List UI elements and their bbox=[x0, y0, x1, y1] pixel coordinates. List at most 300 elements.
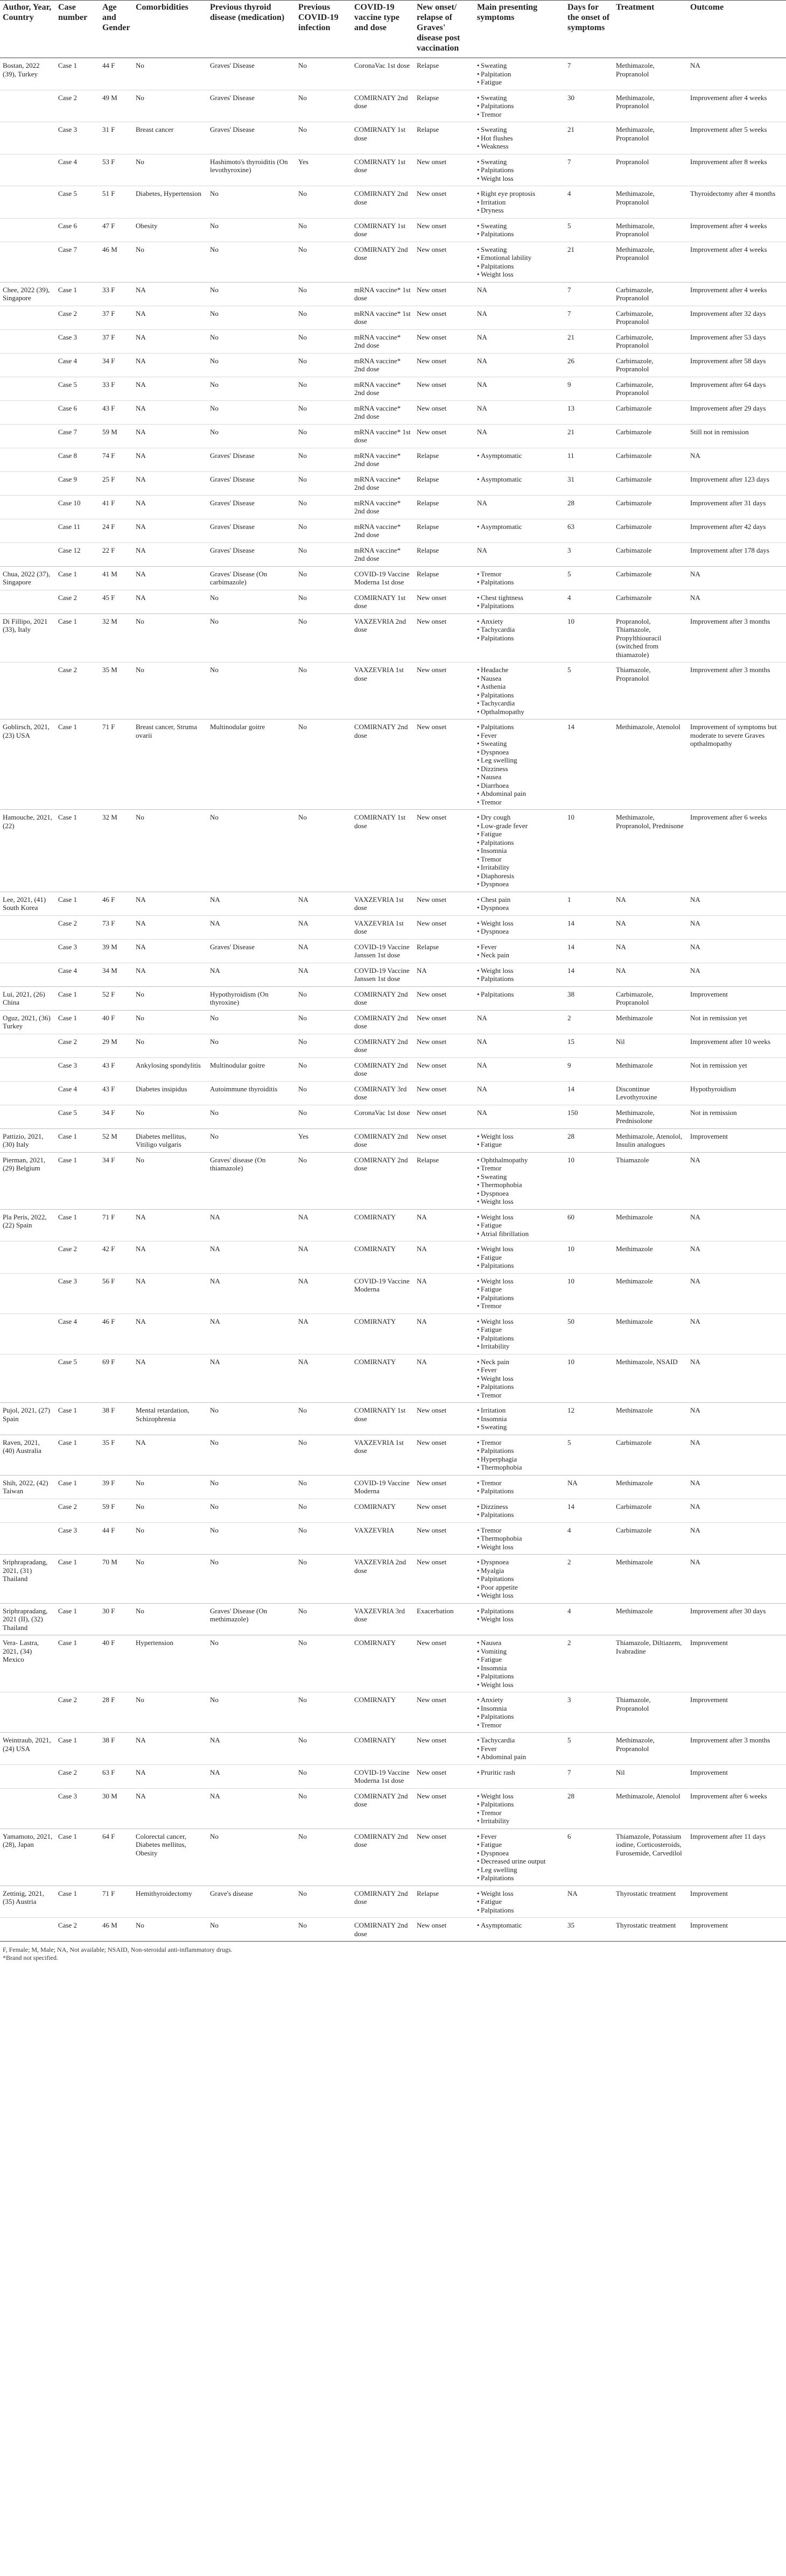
cell-previous-thyroid: No bbox=[207, 1635, 296, 1692]
cell-outcome: Improvement after 11 days bbox=[687, 1829, 786, 1886]
symptom-text: Neck pain bbox=[481, 1357, 510, 1366]
symptom-item bbox=[477, 1164, 562, 1173]
cell-symptoms bbox=[474, 1603, 565, 1635]
cell-days: 3 bbox=[565, 1692, 613, 1733]
cell-vaccine: COMIRNATY 2nd dose bbox=[352, 1152, 414, 1209]
cell-treatment: Methimazole, Propranolol bbox=[613, 58, 687, 90]
cell-age-gender: 33 F bbox=[100, 377, 133, 400]
table-row bbox=[0, 1765, 786, 1788]
cell-onset: New onset bbox=[414, 810, 474, 892]
symptom-text: Weight loss bbox=[481, 1197, 514, 1205]
bullet-icon: • bbox=[477, 578, 480, 586]
cell-vaccine: COMIRNATY bbox=[352, 1354, 414, 1403]
cell-previous-thyroid: No bbox=[207, 1034, 296, 1057]
cell-case-number: Case 4 bbox=[55, 1314, 100, 1354]
cell-outcome: Improvement after 6 weeks bbox=[687, 1788, 786, 1829]
symptom-text: Irritability bbox=[481, 1342, 510, 1350]
symptom-item bbox=[477, 1704, 562, 1713]
symptom-text: Palpitations bbox=[481, 1261, 514, 1269]
cell-comorbidities: NA bbox=[133, 963, 207, 986]
symptom-text: Tremor bbox=[481, 569, 502, 578]
cell-symptoms bbox=[474, 122, 565, 154]
symptom-item bbox=[477, 578, 562, 587]
cell-comorbidities: NA bbox=[133, 282, 207, 306]
bullet-icon: • bbox=[477, 1583, 480, 1591]
cell-vaccine: VAXZEVRIA 1st dose bbox=[352, 1435, 414, 1475]
cell-symptoms bbox=[474, 1403, 565, 1435]
symptom-text: Irritability bbox=[481, 863, 510, 871]
symptom-item bbox=[477, 951, 562, 959]
cell-case-number: Case 1 bbox=[55, 719, 100, 810]
bullet-icon: • bbox=[477, 1606, 480, 1615]
symptom-item bbox=[477, 1173, 562, 1181]
symptom-text: Palpitations bbox=[481, 1293, 514, 1302]
cell-symptoms bbox=[474, 915, 565, 939]
symptom-item bbox=[477, 1736, 562, 1745]
cell-onset: Relapse bbox=[414, 1152, 474, 1209]
cell-author: Weintraub, 2021, (24) USA bbox=[0, 1733, 55, 1765]
cell-symptoms bbox=[474, 1034, 565, 1057]
bullet-icon: • bbox=[477, 966, 480, 975]
cell-previous-covid: No bbox=[296, 1692, 352, 1733]
cell-outcome: Improvement after 31 days bbox=[687, 495, 786, 519]
symptom-item bbox=[477, 428, 562, 436]
cell-previous-thyroid: No bbox=[207, 1128, 296, 1152]
cell-outcome: NA bbox=[687, 566, 786, 590]
cell-comorbidities: No bbox=[133, 242, 207, 282]
bullet-icon: • bbox=[477, 262, 480, 270]
cell-previous-thyroid: Autoimmune thyroiditis bbox=[207, 1081, 296, 1105]
cell-treatment: Methimazole, Propranolol, Prednisone bbox=[613, 810, 687, 892]
cell-outcome: NA bbox=[687, 1522, 786, 1555]
symptom-item bbox=[477, 1672, 562, 1681]
symptom-text: Thermophobia bbox=[481, 1534, 522, 1542]
cell-days: 21 bbox=[565, 242, 613, 282]
cell-case-number: Case 12 bbox=[55, 542, 100, 566]
cell-symptoms bbox=[474, 1635, 565, 1692]
cell-previous-covid: No bbox=[296, 186, 352, 218]
bullet-icon: • bbox=[477, 863, 480, 871]
cell-onset: Relapse bbox=[414, 519, 474, 542]
symptom-item bbox=[477, 1857, 562, 1866]
cell-outcome: Improvement after 30 days bbox=[687, 1603, 786, 1635]
symptom-item bbox=[477, 125, 562, 134]
bullet-icon: • bbox=[477, 1181, 480, 1189]
cell-previous-covid: No bbox=[296, 810, 352, 892]
symptom-text: Dyspnoea bbox=[481, 880, 509, 888]
cell-previous-covid: No bbox=[296, 986, 352, 1010]
symptom-item bbox=[477, 674, 562, 683]
table-row bbox=[0, 1057, 786, 1081]
cell-outcome: Not in remission yet bbox=[687, 1057, 786, 1081]
symptom-item bbox=[477, 1061, 562, 1070]
bullet-icon: • bbox=[477, 1414, 480, 1423]
symptom-item bbox=[477, 222, 562, 230]
cell-case-number: Case 1 bbox=[55, 1733, 100, 1765]
cell-days: 11 bbox=[565, 448, 613, 471]
cell-symptoms bbox=[474, 662, 565, 719]
bullet-icon: • bbox=[477, 1591, 480, 1599]
symptom-text: Palpitations bbox=[481, 1606, 514, 1615]
cell-comorbidities: No bbox=[133, 1555, 207, 1604]
header-row bbox=[0, 1, 786, 58]
symptom-text: Weight loss bbox=[481, 1317, 514, 1325]
cell-treatment: Methimazole, Propranolol bbox=[613, 186, 687, 218]
symptom-text: Diaphoresis bbox=[481, 871, 515, 880]
cell-outcome: NA bbox=[687, 1499, 786, 1522]
cell-case-number: Case 1 bbox=[55, 1209, 100, 1241]
symptom-text: Weight loss bbox=[481, 1132, 514, 1140]
cell-previous-covid: No bbox=[296, 1499, 352, 1522]
cell-symptoms bbox=[474, 1765, 565, 1788]
cell-vaccine: VAXZEVRIA 1st dose bbox=[352, 915, 414, 939]
table-row bbox=[0, 58, 786, 90]
symptom-text: Tremor bbox=[481, 1164, 502, 1172]
cell-previous-thyroid: Graves' Disease bbox=[207, 58, 296, 90]
symptom-item bbox=[477, 708, 562, 716]
table-row bbox=[0, 963, 786, 986]
cell-outcome: Improvement after 8 weeks bbox=[687, 154, 786, 186]
symptom-item bbox=[477, 1647, 562, 1656]
cell-treatment: Carbimazole, Propranolol bbox=[613, 282, 687, 306]
cell-symptoms bbox=[474, 1918, 565, 1942]
cell-previous-covid: No bbox=[296, 1635, 352, 1692]
bullet-icon: • bbox=[477, 975, 480, 983]
cell-previous-thyroid: Graves' Disease (On methimazole) bbox=[207, 1603, 296, 1635]
symptom-text: Dyspnoea bbox=[481, 1848, 509, 1857]
symptom-item bbox=[477, 1591, 562, 1600]
cell-onset: Relapse bbox=[414, 122, 474, 154]
symptom-item bbox=[477, 682, 562, 691]
cell-outcome: Improvement after 4 weeks bbox=[687, 218, 786, 242]
symptom-text: Fever bbox=[481, 1744, 497, 1753]
symptom-item bbox=[477, 1221, 562, 1230]
cell-outcome: NA bbox=[687, 1241, 786, 1274]
cell-case-number: Case 1 bbox=[55, 1403, 100, 1435]
bullet-icon: • bbox=[477, 1261, 480, 1269]
symptom-item bbox=[477, 70, 562, 79]
table-row bbox=[0, 892, 786, 915]
cell-age-gender: 37 F bbox=[100, 306, 133, 329]
symptom-text: Sweating bbox=[481, 125, 507, 133]
cell-age-gender: 29 M bbox=[100, 1034, 133, 1057]
bullet-icon: • bbox=[477, 270, 480, 278]
cell-onset: New onset bbox=[414, 719, 474, 810]
cell-vaccine: COVID-19 Vaccine Moderna bbox=[352, 1475, 414, 1499]
cell-author bbox=[0, 1034, 55, 1057]
symptom-text: Fatigue bbox=[481, 1140, 502, 1148]
bullet-icon: • bbox=[477, 1791, 480, 1800]
cell-days: 14 bbox=[565, 915, 613, 939]
cell-days: 28 bbox=[565, 1788, 613, 1829]
symptom-text: Dyspnoea bbox=[481, 927, 509, 935]
cell-author bbox=[0, 1918, 55, 1942]
bullet-icon: • bbox=[477, 1865, 480, 1874]
symptom-text: Sweating bbox=[481, 245, 507, 253]
cell-previous-thyroid: Graves' Disease bbox=[207, 448, 296, 471]
cell-symptoms bbox=[474, 613, 565, 662]
cell-previous-covid: No bbox=[296, 1733, 352, 1765]
symptom-text: Vomiting bbox=[481, 1647, 507, 1655]
cell-outcome: Improvement after 64 days bbox=[687, 377, 786, 400]
symptom-item bbox=[477, 699, 562, 708]
cell-author bbox=[0, 424, 55, 448]
cell-symptoms bbox=[474, 1057, 565, 1081]
table-row bbox=[0, 566, 786, 590]
header-onset: New onset/ relapse of Graves' disease post vaccination bbox=[414, 1, 474, 58]
cell-case-number: Case 1 bbox=[55, 1435, 100, 1475]
cell-vaccine: COMIRNATY 1st dose bbox=[352, 218, 414, 242]
symptom-text: Weight loss bbox=[481, 1245, 514, 1253]
cell-age-gender: 70 M bbox=[100, 1555, 133, 1604]
cell-outcome: NA bbox=[687, 590, 786, 613]
cell-vaccine: COMIRNATY bbox=[352, 1635, 414, 1692]
cell-days: 21 bbox=[565, 424, 613, 448]
cell-outcome: Improvement after 4 weeks bbox=[687, 242, 786, 282]
symptom-item bbox=[477, 1526, 562, 1535]
symptom-item bbox=[477, 634, 562, 643]
symptom-item bbox=[477, 1696, 562, 1704]
cell-previous-covid: No bbox=[296, 1057, 352, 1081]
cell-treatment: Methimazole bbox=[613, 1273, 687, 1314]
symptom-text: Palpitations bbox=[481, 1672, 514, 1680]
cell-vaccine: CoronaVac 1st dose bbox=[352, 1105, 414, 1128]
cell-previous-thyroid: No bbox=[207, 353, 296, 377]
bullet-icon: • bbox=[477, 174, 480, 182]
symptom-text: NA bbox=[477, 427, 487, 436]
cell-case-number: Case 8 bbox=[55, 448, 100, 471]
cell-age-gender: 24 F bbox=[100, 519, 133, 542]
symptom-item bbox=[477, 1566, 562, 1575]
cell-author: Zettinig, 2021, (35) Austria bbox=[0, 1886, 55, 1918]
symptom-text: Diarrhoea bbox=[481, 781, 509, 789]
cell-previous-covid: No bbox=[296, 542, 352, 566]
symptom-text: Abdominal pain bbox=[481, 1753, 527, 1761]
cell-days: 4 bbox=[565, 1603, 613, 1635]
header-vaccine: COVID-19 vaccine type and dose bbox=[352, 1, 414, 58]
cell-symptoms bbox=[474, 282, 565, 306]
cell-outcome: NA bbox=[687, 1403, 786, 1435]
cell-previous-thyroid: Graves' disease (On thiamazole) bbox=[207, 1152, 296, 1209]
cell-vaccine: COMIRNATY 1st dose bbox=[352, 122, 414, 154]
symptom-text: Weight loss bbox=[481, 966, 514, 975]
symptom-item bbox=[477, 1487, 562, 1495]
symptom-text: Hyperphagia bbox=[481, 1455, 517, 1463]
cell-age-gender: 41 F bbox=[100, 495, 133, 519]
cell-case-number: Case 11 bbox=[55, 519, 100, 542]
table-row bbox=[0, 122, 786, 154]
cell-vaccine: mRNA vaccine* 1st dose bbox=[352, 282, 414, 306]
cell-previous-thyroid: Graves' Disease bbox=[207, 519, 296, 542]
symptom-item bbox=[477, 142, 562, 151]
symptom-item bbox=[477, 739, 562, 748]
table-footnotes bbox=[0, 1941, 786, 1962]
symptom-item bbox=[477, 1664, 562, 1672]
cell-previous-thyroid: NA bbox=[207, 1273, 296, 1314]
cell-days: 3 bbox=[565, 542, 613, 566]
bullet-icon: • bbox=[477, 475, 480, 483]
cell-onset: New onset bbox=[414, 613, 474, 662]
cell-comorbidities: No bbox=[133, 58, 207, 90]
symptom-text: Palpitations bbox=[481, 1446, 514, 1455]
bullet-icon: • bbox=[477, 821, 480, 830]
cell-outcome: NA bbox=[687, 448, 786, 471]
cell-treatment: Propranolol bbox=[613, 154, 687, 186]
cell-onset: New onset bbox=[414, 915, 474, 939]
cell-comorbidities: NA bbox=[133, 1765, 207, 1788]
cell-comorbidities: Breast cancer bbox=[133, 122, 207, 154]
cell-previous-covid: No bbox=[296, 90, 352, 122]
cell-age-gender: 53 F bbox=[100, 154, 133, 186]
cell-previous-thyroid: No bbox=[207, 1555, 296, 1604]
symptom-text: NA bbox=[477, 285, 487, 294]
symptom-item bbox=[477, 357, 562, 365]
cell-previous-thyroid: No bbox=[207, 1499, 296, 1522]
cell-previous-covid: No bbox=[296, 218, 352, 242]
bullet-icon: • bbox=[477, 1189, 480, 1197]
symptom-item bbox=[477, 286, 562, 294]
cell-days: 13 bbox=[565, 400, 613, 424]
bullet-icon: • bbox=[477, 880, 480, 888]
symptom-item bbox=[477, 1423, 562, 1431]
cell-treatment: Methimazole bbox=[613, 1403, 687, 1435]
cell-age-gender: 46 F bbox=[100, 1314, 133, 1354]
cell-comorbidities: Obesity bbox=[133, 218, 207, 242]
bullet-icon: • bbox=[477, 846, 480, 855]
cell-outcome: Improvement after 178 days bbox=[687, 542, 786, 566]
cell-symptoms bbox=[474, 963, 565, 986]
cell-age-gender: 33 F bbox=[100, 282, 133, 306]
cell-outcome: Thyroidectomy after 4 months bbox=[687, 186, 786, 218]
cell-age-gender: 47 F bbox=[100, 218, 133, 242]
symptom-item bbox=[477, 617, 562, 626]
bullet-icon: • bbox=[477, 593, 480, 602]
table-row bbox=[0, 1010, 786, 1034]
cell-author bbox=[0, 1765, 55, 1788]
cell-case-number: Case 7 bbox=[55, 242, 100, 282]
table-row bbox=[0, 1241, 786, 1274]
cell-vaccine: COMIRNATY 2nd dose bbox=[352, 1034, 414, 1057]
bullet-icon: • bbox=[477, 1768, 480, 1776]
cell-symptoms bbox=[474, 1241, 565, 1274]
symptom-text: Dizziness bbox=[481, 1502, 508, 1511]
cell-days: 2 bbox=[565, 1010, 613, 1034]
bullet-icon: • bbox=[477, 1534, 480, 1542]
table-row bbox=[0, 1403, 786, 1435]
symptom-item bbox=[477, 895, 562, 904]
cell-comorbidities: NA bbox=[133, 1435, 207, 1475]
symptom-text: Fever bbox=[481, 731, 497, 739]
symptom-text: Myalgia bbox=[481, 1566, 504, 1575]
bullet-icon: • bbox=[477, 93, 480, 102]
cell-previous-thyroid: NA bbox=[207, 963, 296, 986]
cell-previous-thyroid: NA bbox=[207, 1788, 296, 1829]
cell-age-gender: 30 M bbox=[100, 1788, 133, 1829]
table-row bbox=[0, 306, 786, 329]
symptom-text: Tremor bbox=[481, 1391, 502, 1399]
cell-case-number: Case 9 bbox=[55, 471, 100, 495]
cell-vaccine: VAXZEVRIA 1st dose bbox=[352, 662, 414, 719]
cell-comorbidities: Colorectal cancer, Diabetes mellitus, Obesity bbox=[133, 1829, 207, 1886]
symptom-item bbox=[477, 1181, 562, 1189]
cell-case-number: Case 1 bbox=[55, 566, 100, 590]
cell-vaccine: COVID-19 Vaccine Moderna 1st dose bbox=[352, 1765, 414, 1788]
bullet-icon: • bbox=[477, 1840, 480, 1848]
bullet-icon: • bbox=[477, 142, 480, 150]
cell-age-gender: 43 F bbox=[100, 400, 133, 424]
cell-previous-thyroid: No bbox=[207, 810, 296, 892]
symptom-text: Palpitations bbox=[481, 602, 514, 610]
cell-author: Yamamoto, 2021, (28), Japan bbox=[0, 1829, 55, 1886]
cell-days: 10 bbox=[565, 1273, 613, 1314]
cell-onset: New onset bbox=[414, 662, 474, 719]
symptom-text: Tachycardia bbox=[481, 625, 515, 633]
bullet-icon: • bbox=[477, 1736, 480, 1744]
bullet-icon: • bbox=[477, 1325, 480, 1333]
cell-previous-thyroid: NA bbox=[207, 1354, 296, 1403]
symptom-item bbox=[477, 838, 562, 847]
symptom-text: NA bbox=[477, 404, 487, 412]
cell-previous-covid: NA bbox=[296, 892, 352, 915]
cell-days: 14 bbox=[565, 963, 613, 986]
cell-symptoms bbox=[474, 1354, 565, 1403]
bullet-icon: • bbox=[477, 1897, 480, 1905]
symptom-text: Palpitations bbox=[481, 1487, 514, 1495]
table-row bbox=[0, 1081, 786, 1105]
symptom-item bbox=[477, 773, 562, 781]
cell-treatment: Methimazole bbox=[613, 1603, 687, 1635]
bullet-icon: • bbox=[477, 1663, 480, 1672]
cell-case-number: Case 2 bbox=[55, 915, 100, 939]
bullet-icon: • bbox=[477, 1696, 480, 1704]
symptom-text: Anxiety bbox=[481, 617, 503, 625]
cell-case-number: Case 1 bbox=[55, 282, 100, 306]
cell-age-gender: 43 F bbox=[100, 1057, 133, 1081]
bullet-icon: • bbox=[477, 1423, 480, 1431]
cell-author bbox=[0, 963, 55, 986]
cell-days: 14 bbox=[565, 1081, 613, 1105]
cell-vaccine: COMIRNATY bbox=[352, 1241, 414, 1274]
cell-comorbidities: Diabetes mellitus, Vitiligo vulgaris bbox=[133, 1128, 207, 1152]
cell-days: 2 bbox=[565, 1555, 613, 1604]
cell-comorbidities: No bbox=[133, 1475, 207, 1499]
symptom-item bbox=[477, 1849, 562, 1858]
cell-age-gender: 64 F bbox=[100, 1829, 133, 1886]
cell-previous-covid: No bbox=[296, 1435, 352, 1475]
cell-vaccine: mRNA vaccine* 2nd dose bbox=[352, 471, 414, 495]
symptom-item bbox=[477, 78, 562, 87]
symptom-text: Fatigue bbox=[481, 1221, 502, 1229]
cell-author bbox=[0, 242, 55, 282]
symptom-item bbox=[477, 872, 562, 880]
cell-author: Goblirsch, 2021, (23) USA bbox=[0, 719, 55, 810]
bullet-icon: • bbox=[477, 602, 480, 610]
bullet-icon: • bbox=[477, 625, 480, 633]
symptom-item bbox=[477, 756, 562, 765]
cell-treatment: Methimazole, Atenolol bbox=[613, 719, 687, 810]
cell-outcome: NA bbox=[687, 892, 786, 915]
cell-previous-covid: No bbox=[296, 566, 352, 590]
cell-onset: NA bbox=[414, 963, 474, 986]
symptom-item bbox=[477, 1768, 562, 1777]
cell-author bbox=[0, 1354, 55, 1403]
cell-vaccine: CoronaVac 1st dose bbox=[352, 58, 414, 90]
cell-age-gender: 63 F bbox=[100, 1765, 133, 1788]
cell-symptoms bbox=[474, 1829, 565, 1886]
cell-outcome: NA bbox=[687, 1354, 786, 1403]
cell-vaccine: COMIRNATY 1st dose bbox=[352, 154, 414, 186]
cell-treatment: Carbimazole bbox=[613, 471, 687, 495]
